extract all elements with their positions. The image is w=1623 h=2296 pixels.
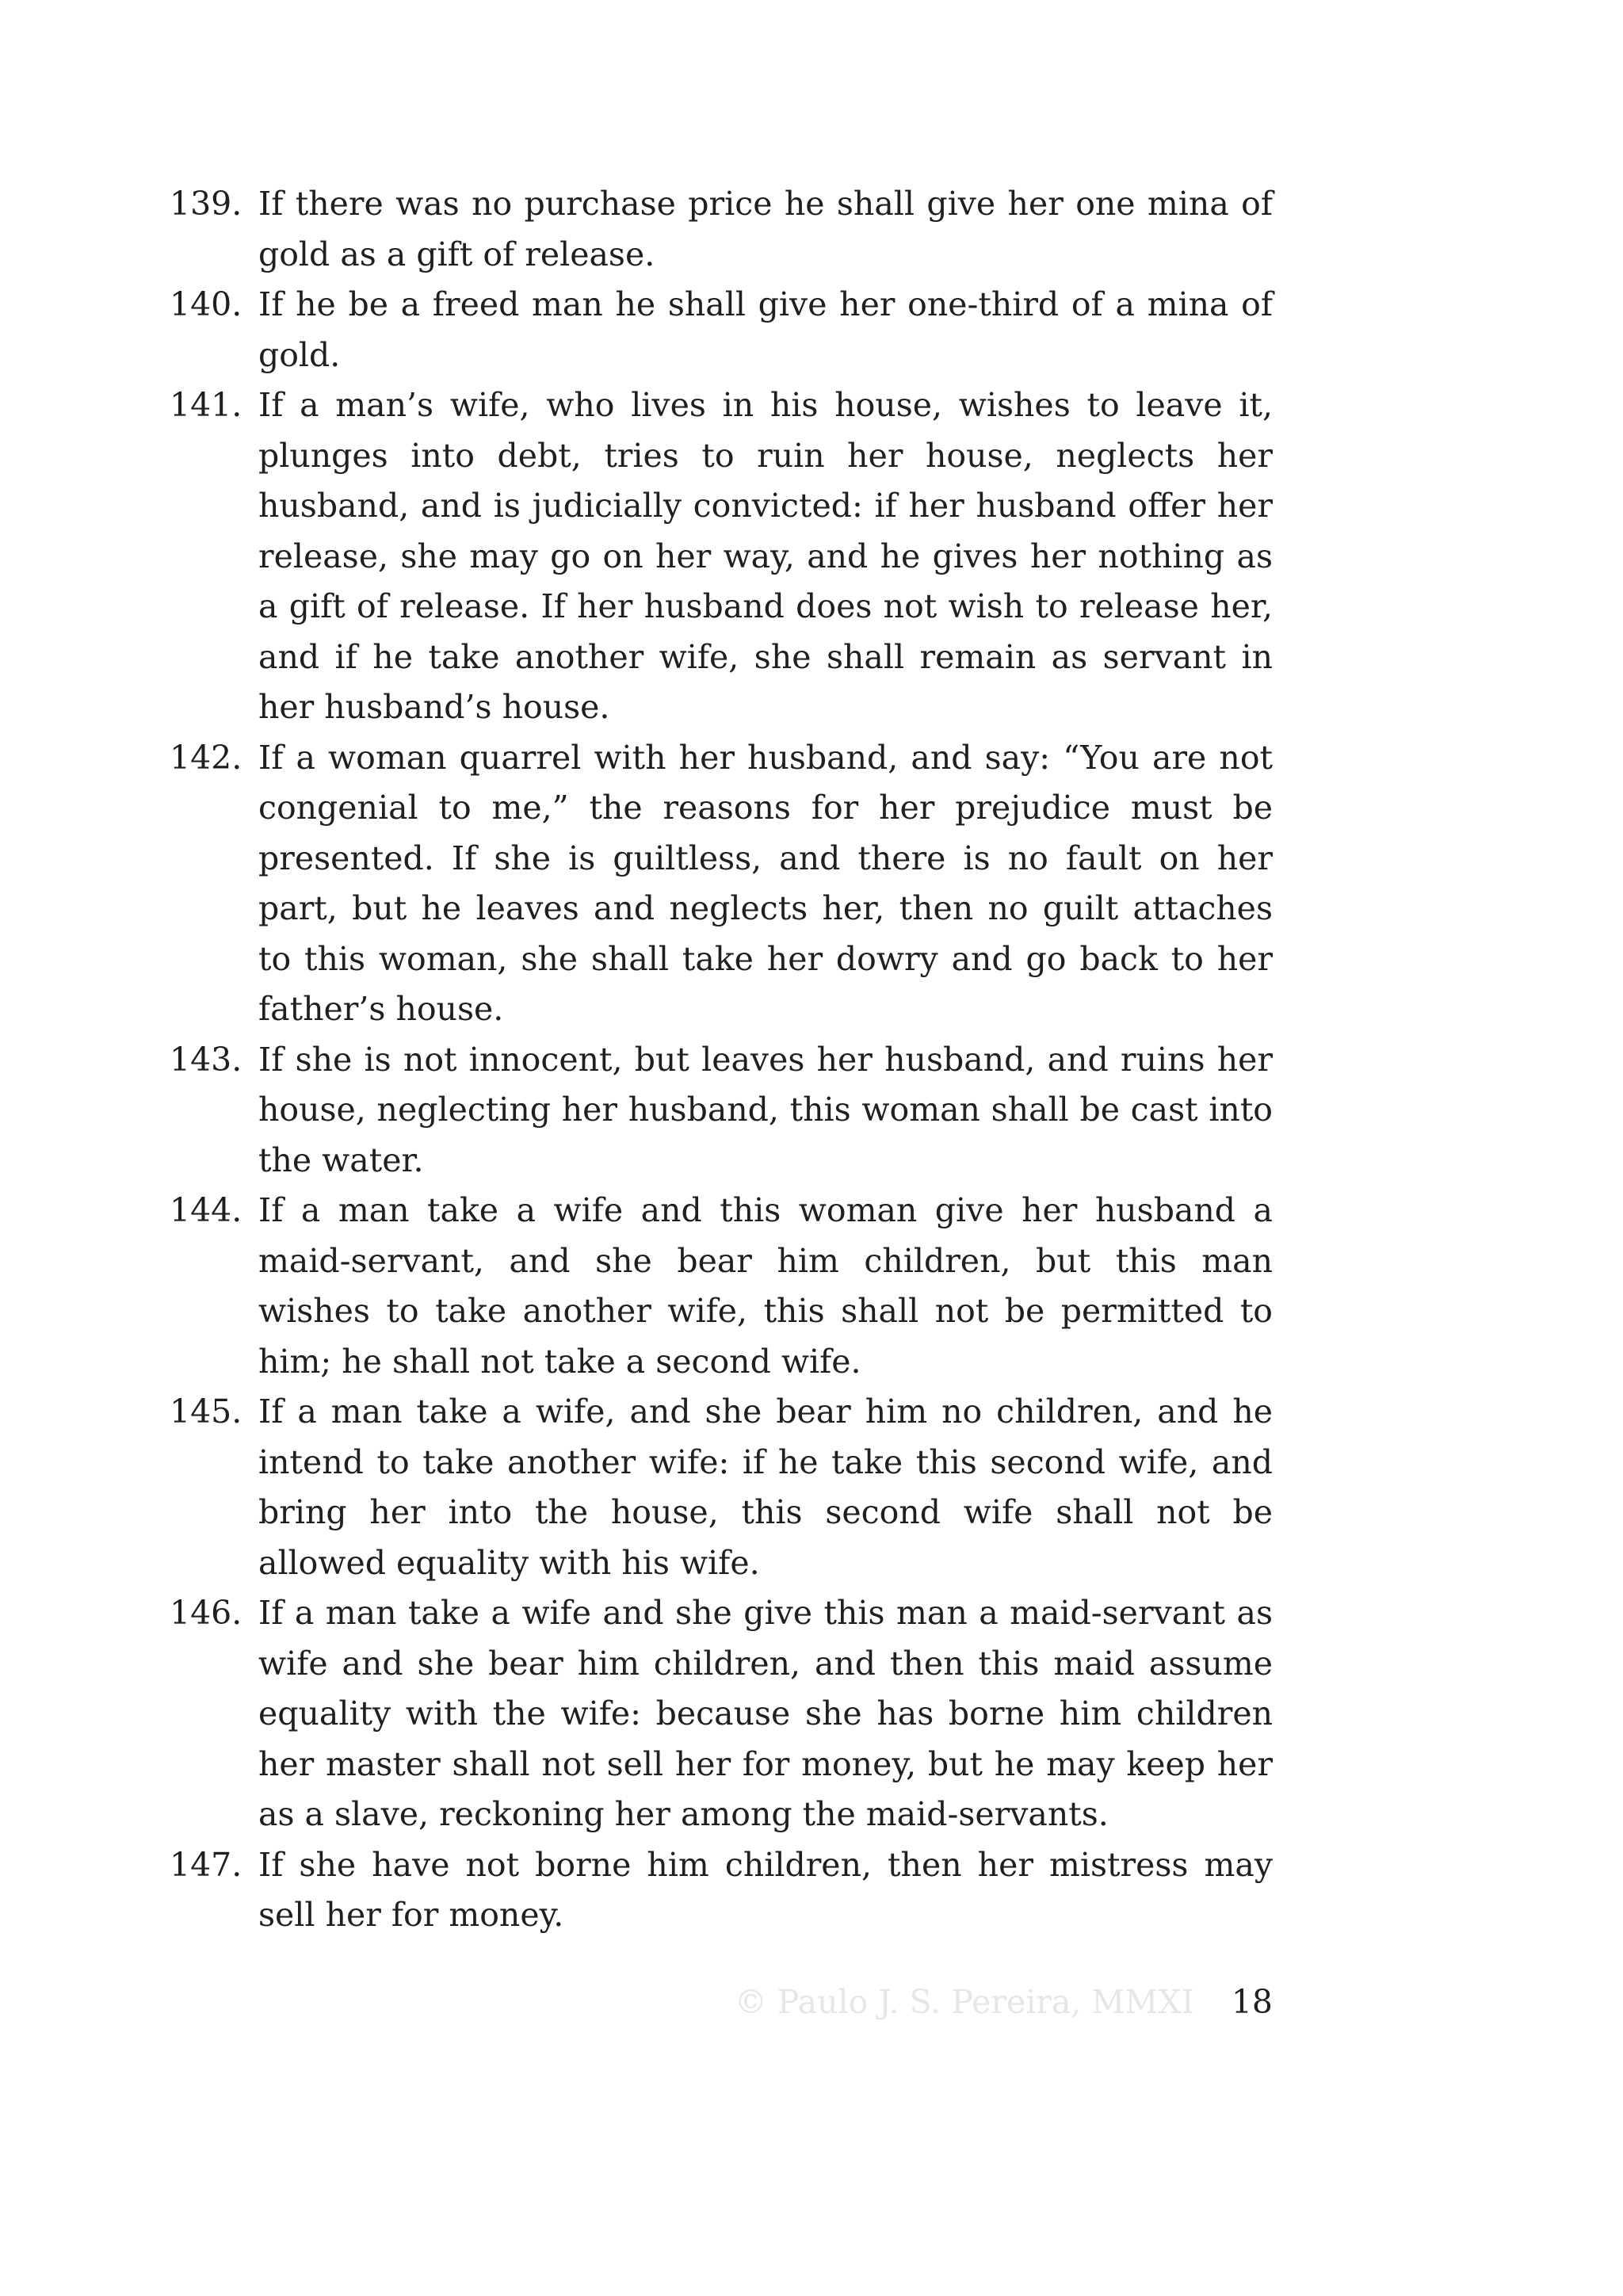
law-item-139 [170,179,1273,280]
law-number: 140. [170,285,242,323]
law-text: If a woman quarrel with her husband, and say: “You are not congenial to me,” the reasons for her prejudice must be presented. If she is guiltless, and there is no fault on her part, but he leaves and neglects her, then no guilt attaches to this woman, she shall take her dowry and go back to her father’s house. [258,738,1273,1028]
page-footer [170,1977,1273,2027]
law-item-141 [170,380,1273,733]
law-text: If there was no purchase price he shall give her one mina of gold as a gift of release. [258,185,1273,273]
law-item-143 [170,1035,1273,1186]
law-text: If a man take a wife and she give this man a maid-servant as wife and she bear him children, and then this maid assume equality with the wife: because she has borne him children her master shall not sell her for money, but he may keep her as a slave, reckoning her among the maid-servants. [258,1594,1273,1833]
law-text: If a man take a wife, and she bear him no children, and he intend to take another wife: if he take this second wife, and bring her into the house, this second wife shall not be allowed equality with his wife. [258,1392,1273,1582]
law-number: 143. [170,1040,242,1079]
law-number: 146. [170,1594,242,1632]
law-number: 147. [170,1845,242,1884]
law-text: If she have not borne him children, then her mistress may sell her for money. [258,1845,1273,1934]
law-text: If a man’s wife, who lives in his house, wishes to leave it, plunges into debt, tries to ruin her house, neglects her husband, and is judicially convicted: if her husband offer her release, she may go on her way, and he gives her nothing as a gift of release. If her husband does not wish to release her, and if he take another wife, she shall remain as servant in her husband’s house. [258,386,1273,726]
law-text: If a man take a wife and this woman give her husband a maid-servant, and she bear him children, but this man wishes to take another wife, this shall not be permitted to him; he shall not take a second wife. [258,1191,1273,1381]
law-item-147 [170,1840,1273,1941]
law-number: 144. [170,1191,242,1229]
page-number: 18 [1231,1983,1273,2021]
law-text: If she is not innocent, but leaves her husband, and ruins her house, neglecting her husband, this woman shall be cast into the water. [258,1040,1273,1179]
copyright-notice: © Paulo J. S. Pereira, MMXI [734,1983,1194,2021]
law-text: If he be a freed man he shall give her one-third of a mina of gold. [258,285,1273,374]
page-body [170,179,1273,1941]
law-list [170,179,1273,1941]
law-item-142 [170,733,1273,1035]
law-number: 141. [170,386,242,424]
law-number: 142. [170,738,242,777]
law-item-146 [170,1588,1273,1840]
law-item-140 [170,280,1273,380]
law-item-145 [170,1387,1273,1588]
law-number: 139. [170,185,242,223]
law-number: 145. [170,1392,242,1431]
law-item-144 [170,1186,1273,1387]
